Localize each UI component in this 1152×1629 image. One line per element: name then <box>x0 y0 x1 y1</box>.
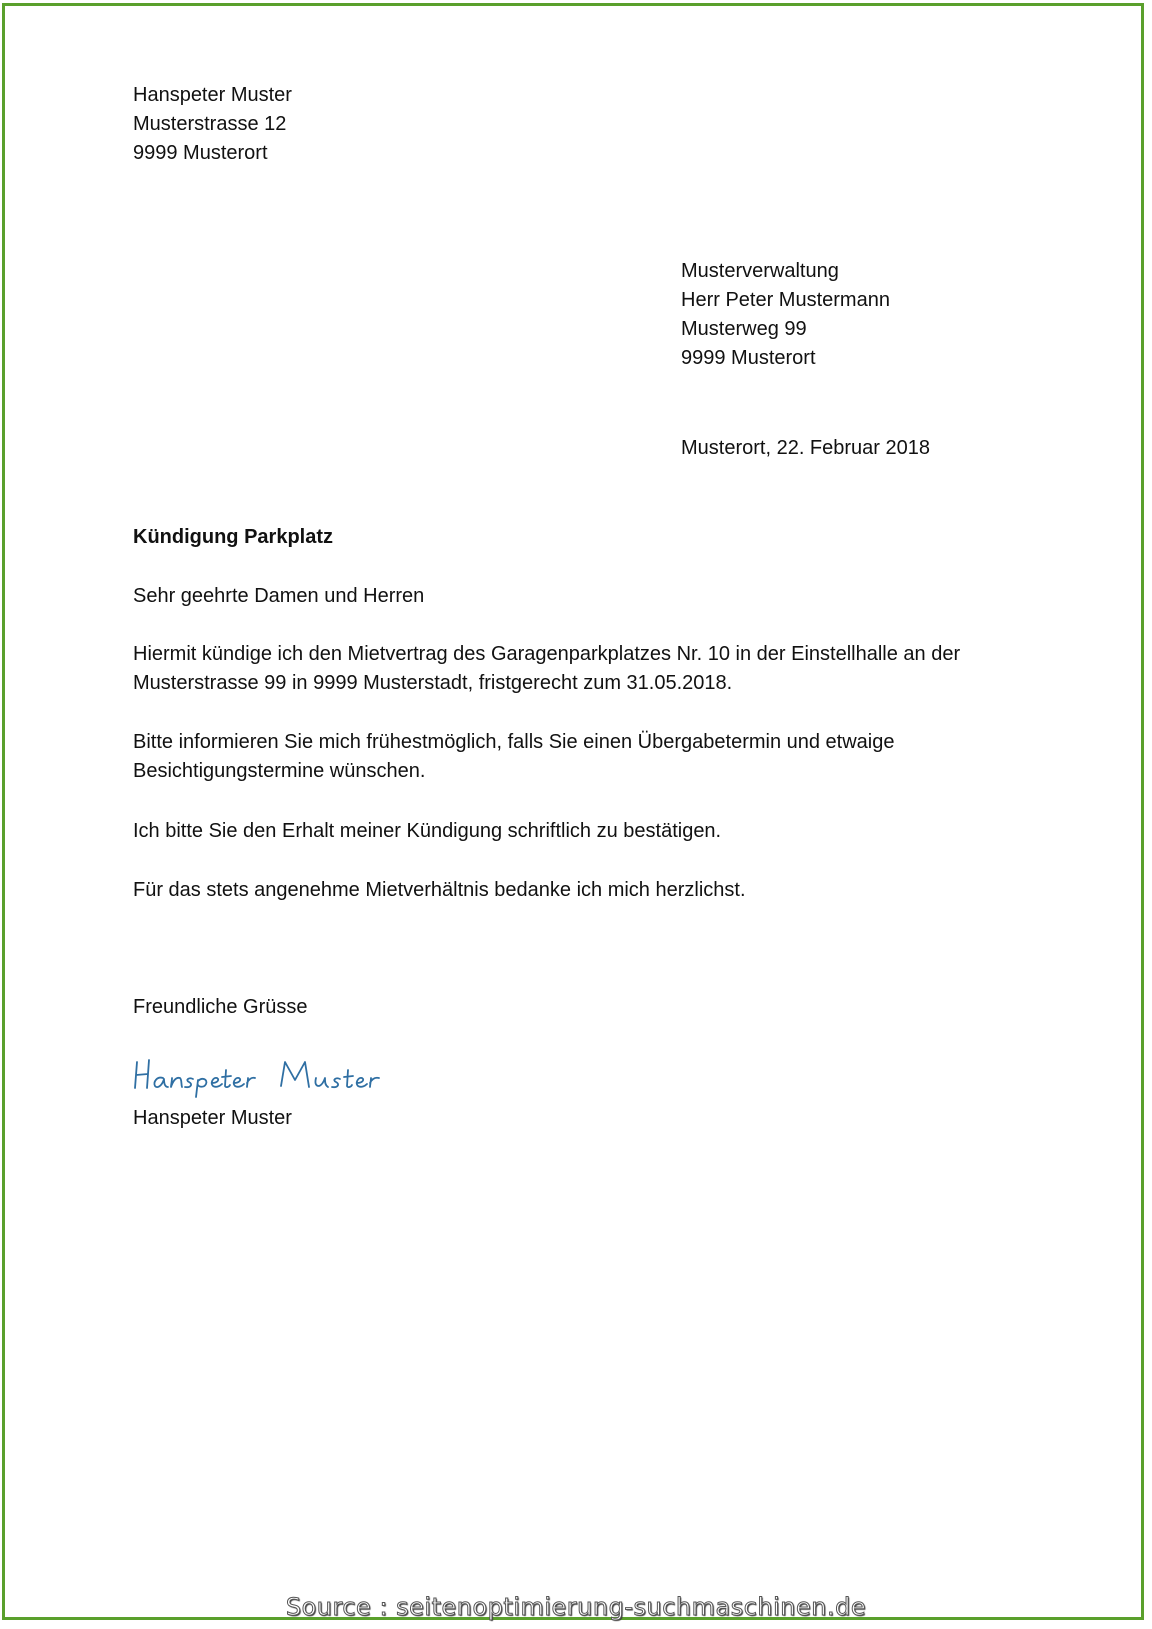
source-watermark: Source : seitenoptimierung-suchmaschinen.de <box>285 1593 867 1621</box>
sender-address <box>133 81 292 168</box>
handwritten-signature <box>133 1050 413 1098</box>
recipient-city: 9999 Musterort <box>681 347 816 369</box>
place-and-date: Musterort, 22. Februar 2018 <box>681 437 931 459</box>
paragraph-line: Ich bitte Sie den Erhalt meiner Kündigung schriftlich zu bestätigen. <box>133 820 722 842</box>
salutation: Sehr geehrte Damen und Herren <box>133 585 425 607</box>
sender-city: 9999 Musterort <box>133 142 268 164</box>
recipient-street: Musterweg 99 <box>681 318 807 340</box>
closing-greeting: Freundliche Grüsse <box>133 996 308 1018</box>
paragraph-confirmation <box>133 817 721 846</box>
paragraph-termination <box>133 640 960 698</box>
sender-street: Musterstrasse 12 <box>133 113 287 135</box>
paragraph-line: Hiermit kündige ich den Mietvertrag des Garagenparkplatzes Nr. 10 in der Einstellhalle an der <box>133 643 961 665</box>
recipient-company: Musterverwaltung <box>681 260 839 282</box>
recipient-contact: Herr Peter Mustermann <box>681 289 890 311</box>
recipient-address <box>681 257 890 373</box>
paragraph-line: Musterstrasse 99 in 9999 Musterstadt, fristgerecht zum 31.05.2018. <box>133 672 733 694</box>
paragraph-handover <box>133 728 895 786</box>
paragraph-line: Bitte informieren Sie mich frühestmöglich, falls Sie einen Übergabetermin und etwaige <box>133 731 895 753</box>
letter-subject: Kündigung Parkplatz <box>133 526 333 548</box>
paragraph-line: Besichtigungstermine wünschen. <box>133 760 426 782</box>
sender-name: Hanspeter Muster <box>133 84 292 106</box>
paragraph-thanks <box>133 876 746 905</box>
signer-name: Hanspeter Muster <box>133 1107 292 1129</box>
paragraph-line: Für das stets angenehme Mietverhältnis bedanke ich mich herzlichst. <box>133 879 746 901</box>
page-border <box>2 3 1144 1620</box>
